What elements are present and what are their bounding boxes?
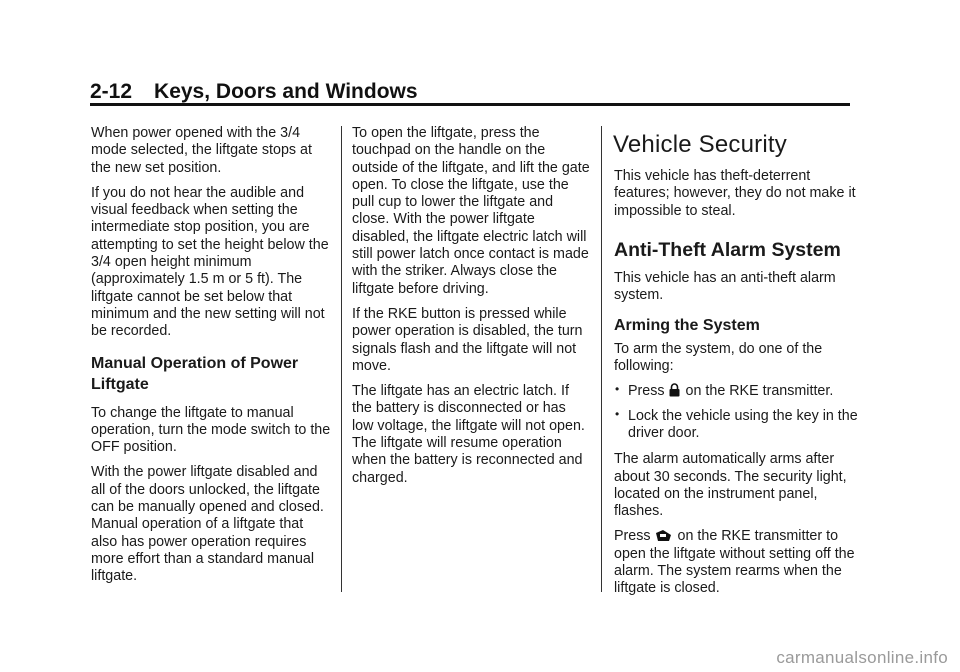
header-rule	[90, 103, 850, 106]
bullet-list	[614, 383, 859, 442]
column-divider-2	[601, 126, 602, 592]
page-number: 2-12	[90, 80, 133, 103]
paragraph: The alarm automatically arms after about 30 seconds. The security light, located on the instrument panel, flashes.	[614, 451, 847, 520]
paragraph: This vehicle has an anti-theft alarm system.	[614, 269, 836, 304]
paragraph: The liftgate has an electric latch. If the battery is disconnected or has low voltage, the liftgate will not open. The liftgate will resume operation when the battery is reconnected and charged.	[352, 383, 585, 486]
paragraph: When power opened with the 3/4 mode selected, the liftgate stops at the new set position.	[91, 125, 312, 176]
subsection-heading: Arming the System	[614, 317, 760, 335]
paragraph: This vehicle has theft-deterrent features; however, they do not make it impossible to steal.	[614, 168, 856, 219]
page-header	[90, 80, 418, 104]
column-divider-1	[341, 126, 342, 592]
paragraph: If you do not hear the audible and visual feedback when setting the intermediate stop position, you are attempting to set the height below the 3/4 open height minimum (approximately 1.5 m or 5 ft). The liftgate cannot be set below that minimum and the new setting will not be recorded.	[91, 184, 329, 340]
list-item: • Lock the vehicle using the key in the driver door.	[615, 406, 858, 441]
lock-icon	[669, 383, 680, 397]
list-item: • Press on the RKE transmitter.	[615, 382, 834, 400]
column-1	[91, 125, 331, 594]
liftgate-icon	[655, 529, 672, 542]
section-heading: Anti-Theft Alarm System	[614, 238, 841, 261]
bullet-marker: •	[615, 406, 620, 421]
column-2	[352, 125, 590, 495]
paragraph: To open the liftgate, press the touchpad on the handle on the outside of the liftgate, and lift the gate open. To close the liftgate, use the pull cup to lower the liftgate and close. With the power liftgate disabled, the liftgate electric latch will still power latch once contact is made with the striker. Always close the liftgate before driving.	[352, 125, 590, 297]
chapter-heading: Vehicle Security	[613, 131, 787, 158]
paragraph: To change the liftgate to manual operation, turn the mode switch to the OFF position.	[91, 404, 331, 456]
section-title: Keys, Doors and Windows	[154, 80, 418, 103]
bullet-marker: •	[615, 382, 620, 397]
paragraph: To arm the system, do one of the following:	[614, 340, 823, 375]
column-3	[614, 125, 859, 606]
paragraph: Press on the RKE transmitter to open the liftgate without setting off the alarm. The system rearms when the liftgate is closed.	[614, 528, 855, 597]
paragraph: If the RKE button is pressed while power operation is disabled, the turn signals flash and the liftgate will not move.	[352, 305, 583, 374]
paragraph: With the power liftgate disabled and all of the doors unlocked, the liftgate can be manually opened and closed. Manual operation of a liftgate that also has power operation requires more effort than a standard manual liftgate.	[91, 464, 324, 585]
section-heading: Manual Operation of Power Liftgate	[91, 354, 299, 393]
watermark: carmanualsonline.info	[776, 648, 948, 667]
